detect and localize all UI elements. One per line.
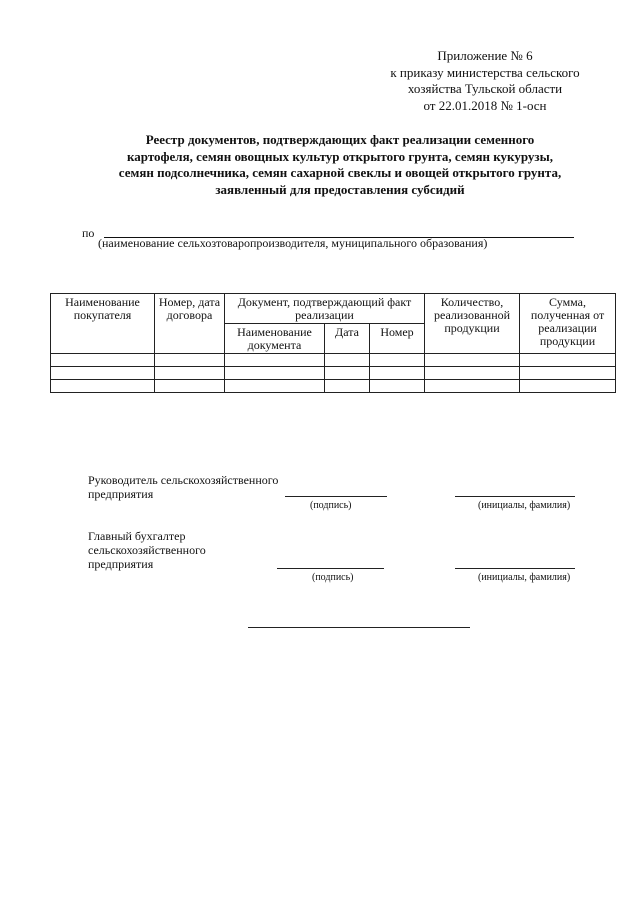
accountant-name-line (455, 568, 575, 569)
head-sign-caption: (подпись) (310, 500, 352, 511)
recipient-caption: (наименование сельхозтоваропроизводителя, муниципального образования) (98, 236, 488, 250)
head-name-caption: (инициалы, фамилия) (478, 500, 571, 511)
table-row (51, 380, 616, 393)
appendix-order-line: к приказу министерства сельского (390, 64, 580, 80)
bottom-rule (248, 627, 470, 628)
appendix-number: Приложение № 6 (437, 48, 533, 63)
accountant-signature-line (277, 568, 384, 569)
header-doc-date: Дата (325, 324, 370, 354)
accountant-signature-label: Главный бухгалтер сельскохозяйственного предприятия (88, 529, 206, 571)
header-document: Документ, подтверждающий факт реализации (225, 294, 425, 324)
head-signature-label: Руководитель сельскохозяйственного предприятия (88, 473, 279, 501)
title-line-3: семян подсолнечника, семян сахарной свеклы и овощей открытого грунта, (118, 165, 562, 180)
appendix-header (355, 48, 615, 114)
head-name-line (455, 496, 575, 497)
header-contract: Номер, дата договора (155, 294, 225, 354)
title-line-4: заявленный для предоставления субсидий (215, 181, 465, 197)
registry-table (50, 293, 616, 393)
header-sum: Сумма, полученная от реализации продукции (520, 294, 616, 354)
header-doc-name: Наименование документа (225, 324, 325, 354)
appendix-region-line: хозяйства Тульской области (407, 81, 563, 96)
header-doc-number: Номер (370, 324, 425, 354)
title-line-2: картофеля, семян овощных культур открытого грунта, семян кукурузы, (126, 148, 554, 164)
recipient-prefix: по (82, 226, 95, 240)
table-row (51, 367, 616, 380)
header-buyer: Наименование покупателя (51, 294, 155, 354)
table-row (51, 354, 616, 367)
accountant-name-caption: (инициалы, фамилия) (478, 572, 571, 583)
document-title (70, 132, 610, 198)
accountant-sign-caption: (подпись) (312, 572, 354, 583)
appendix-date-line: от 22.01.2018 № 1-осн (423, 97, 547, 113)
title-line-1: Реестр документов, подтверждающих факт реализации семенного (145, 132, 535, 147)
head-signature-line (285, 496, 387, 497)
header-quantity: Количество, реализованной продукции (425, 294, 520, 354)
